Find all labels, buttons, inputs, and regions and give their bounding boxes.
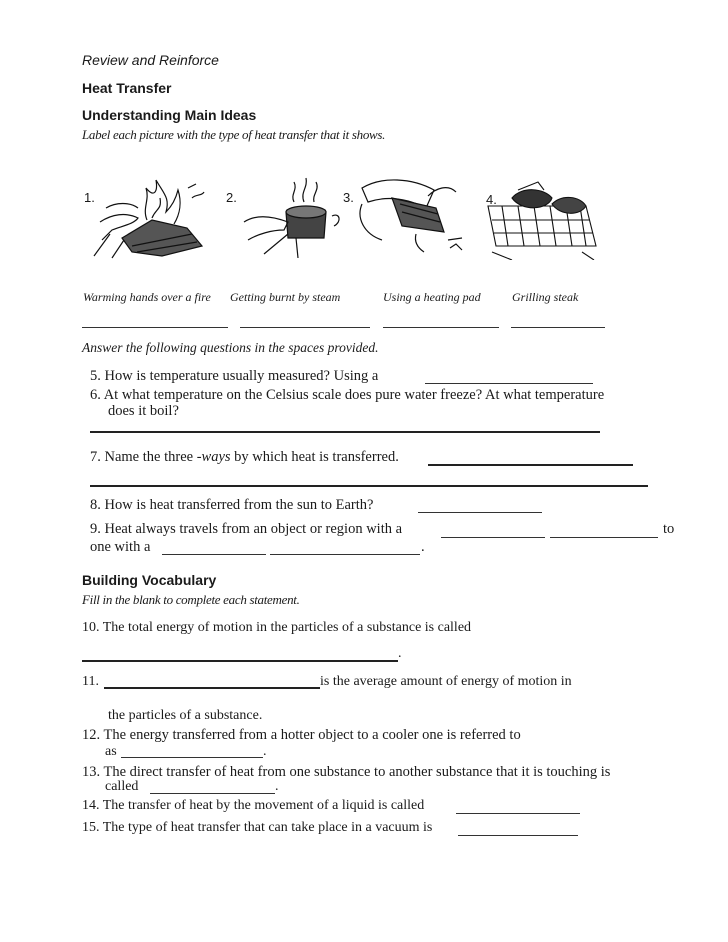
- answer-line-4[interactable]: [511, 327, 605, 328]
- answer-line-14[interactable]: [456, 813, 580, 814]
- answer-line-15[interactable]: [458, 835, 578, 836]
- answer-line-7b[interactable]: [90, 485, 648, 487]
- answer-line-10[interactable]: [82, 660, 398, 662]
- picture-number-2: 2.: [226, 190, 237, 205]
- fire-hands-icon: [92, 168, 212, 260]
- answer-line-9d[interactable]: [270, 554, 420, 555]
- question-11-text: is the average amount of energy of motion in: [320, 674, 572, 689]
- answer-line-2[interactable]: [240, 327, 370, 328]
- question-12-as: as: [105, 744, 117, 759]
- heating-pad-icon: [352, 168, 476, 260]
- question-9-line2: one with a: [90, 539, 151, 555]
- answer-line-1[interactable]: [82, 327, 228, 328]
- question-10: 10. The total energy of motion in the particles of a substance is called: [82, 620, 472, 635]
- answer-line-9a[interactable]: [441, 537, 545, 538]
- topic-title: Heat Transfer: [82, 80, 172, 96]
- answer-line-5[interactable]: [425, 383, 593, 384]
- question-13-period: .: [275, 779, 279, 794]
- question-15: 15. The type of heat transfer that can take place in a vacuum is: [82, 820, 433, 835]
- section-title-vocabulary: Building Vocabulary: [82, 572, 217, 588]
- answer-line-3[interactable]: [383, 327, 499, 328]
- question-13-line1: 13. The direct transfer of heat from one substance to another substance that it is touching is: [82, 764, 611, 780]
- caption-1: Warming hands over a fire: [83, 290, 211, 304]
- question-13-called: called: [105, 779, 139, 794]
- answer-line-9c[interactable]: [162, 554, 266, 555]
- question-12-period: .: [263, 744, 267, 759]
- question-9-line1: 9. Heat always travels from an object or region with a: [90, 521, 403, 537]
- picture-number-3: 3.: [343, 190, 354, 205]
- section-title-main-ideas: Understanding Main Ideas: [82, 107, 257, 123]
- answer-line-7a[interactable]: [428, 464, 633, 466]
- question-8: 8. How is heat transferred from the sun to Earth?: [90, 497, 374, 513]
- grill-steak-icon: [482, 176, 602, 260]
- question-9-period: .: [421, 539, 425, 555]
- answer-line-11[interactable]: [104, 687, 320, 689]
- picture-number-1: 1.: [84, 190, 95, 205]
- question-11-line2: the particles of a substance.: [108, 708, 263, 723]
- steam-pot-icon: [236, 172, 346, 260]
- section-instruction: Label each picture with the type of heat transfer that it shows.: [82, 127, 386, 142]
- vocab-instruction: Fill in the blank to complete each statement.: [82, 592, 300, 607]
- question-9-to: to: [663, 521, 675, 537]
- caption-4: Grilling steak: [512, 290, 579, 304]
- answer-line-8[interactable]: [418, 512, 542, 513]
- answer-line-9b[interactable]: [550, 537, 658, 538]
- caption-3: Using a heating pad: [383, 290, 481, 304]
- worksheet-series-label: Review and Reinforce: [82, 52, 219, 68]
- question-12-line1: 12. The energy transferred from a hotter object to a cooler one is referred to: [82, 727, 521, 743]
- answer-line-12[interactable]: [121, 757, 263, 758]
- question-14: 14. The transfer of heat by the movement of a liquid is called: [82, 798, 425, 813]
- question-11-number: 11.: [82, 674, 99, 689]
- question-6-line2: does it boil?: [108, 403, 179, 419]
- answer-line-6[interactable]: [90, 431, 600, 433]
- question-7: 7. Name the three -ways by which heat is transferred.: [90, 449, 399, 465]
- picture-number-4: 4.: [486, 192, 497, 207]
- question-10-period: .: [398, 646, 402, 661]
- question-5: 5. How is temperature usually measured? Using a: [90, 368, 379, 384]
- answer-instruction: Answer the following questions in the spaces provided.: [82, 340, 379, 355]
- caption-2: Getting burnt by steam: [230, 290, 341, 304]
- question-6-line1: 6. At what temperature on the Celsius scale does pure water freeze? At what temperature: [90, 387, 605, 403]
- answer-line-13[interactable]: [150, 793, 275, 794]
